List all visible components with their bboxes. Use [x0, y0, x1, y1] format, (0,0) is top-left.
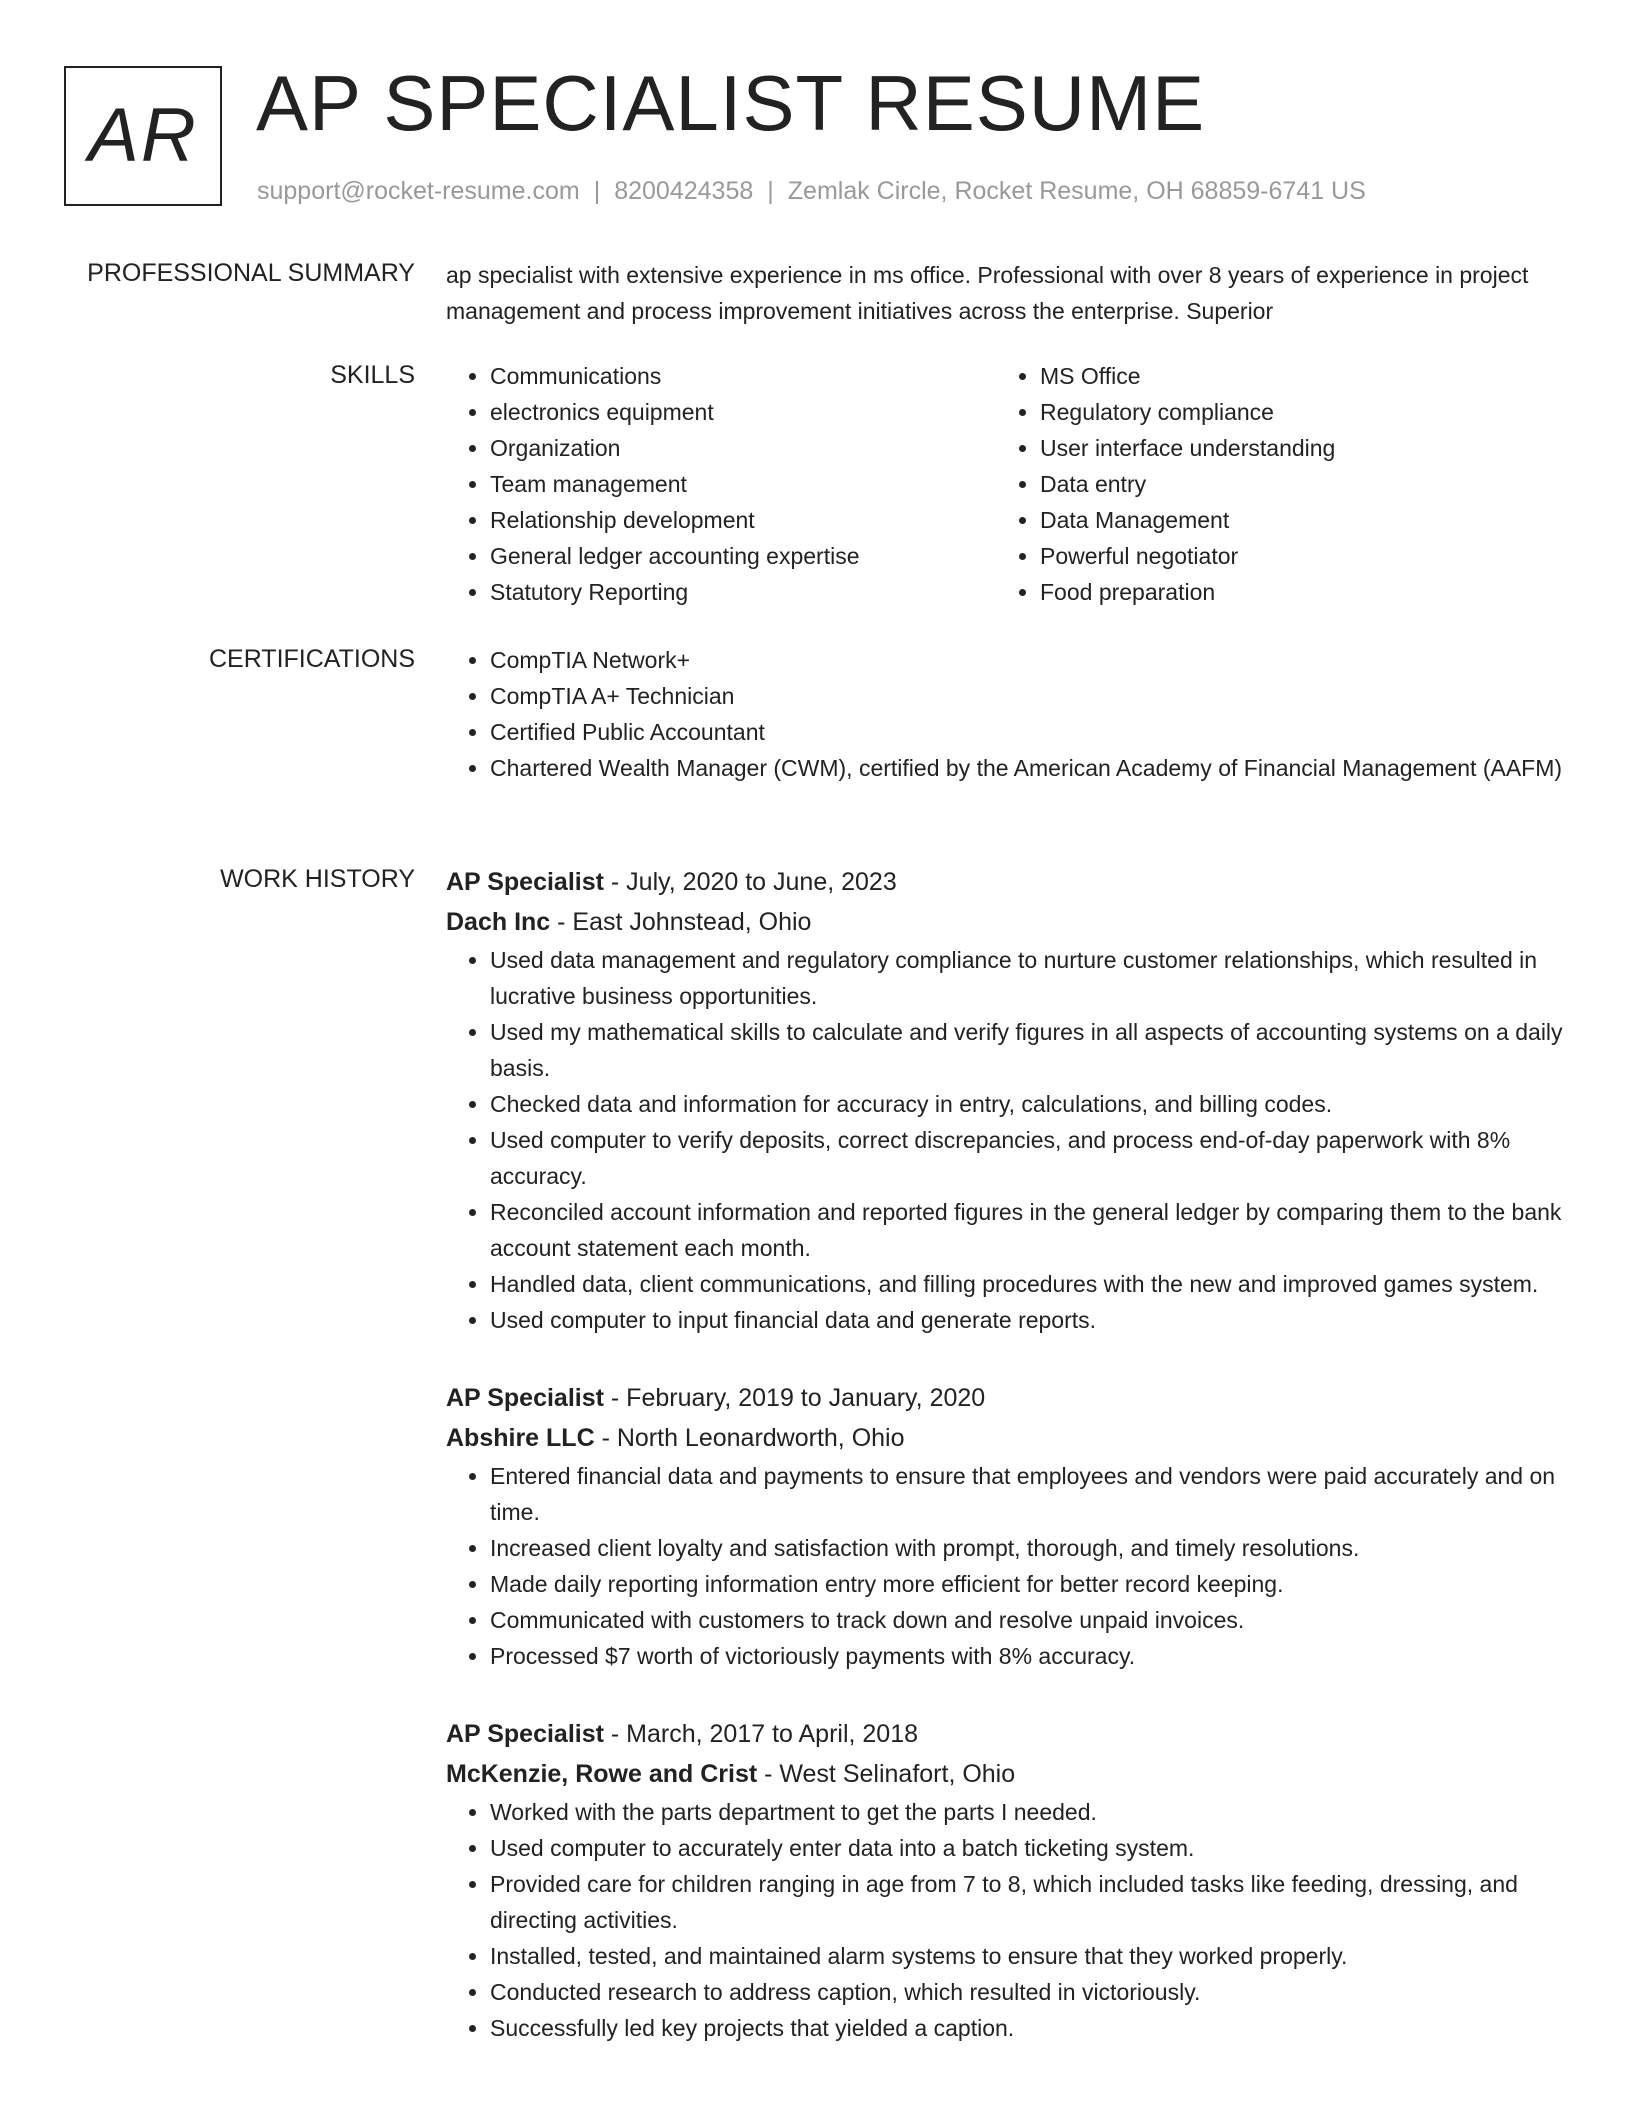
job-bullet: • Used computer to accurately enter data into a batch ticketing system.: [490, 1830, 1566, 1866]
summary-heading: PROFESSIONAL SUMMARY: [87, 259, 415, 287]
monogram-initials: AR: [88, 93, 198, 178]
skill-item: • electronics equipment: [490, 394, 996, 430]
skill-item: • Food preparation: [1040, 574, 1546, 610]
certifications-heading: CERTIFICATIONS: [208, 645, 415, 673]
job-company: Dach Inc: [446, 908, 551, 936]
job-company-line: [446, 902, 1566, 942]
job-bullet: • Used computer to verify deposits, correct discrepancies, and process end-of-day paperwork with 8% accuracy.: [490, 1122, 1566, 1194]
job-company: Abshire LLC: [446, 1424, 595, 1452]
job-title: AP Specialist: [446, 1720, 604, 1748]
job-entry: [446, 1714, 1566, 2046]
job-bullet: • Made daily reporting information entry more efficient for better record keeping.: [490, 1566, 1566, 1602]
skills-column-left: [446, 358, 996, 610]
job-dates: - February, 2019 to January, 2020: [603, 1384, 986, 1412]
contact-separator: |: [593, 177, 601, 205]
job-title: AP Specialist: [446, 868, 604, 896]
skills-heading: SKILLS: [330, 361, 415, 389]
job-entry: [446, 862, 1566, 1338]
job-location: - East Johnstead, Ohio: [550, 908, 812, 936]
job-title-line: [446, 862, 1566, 902]
skills-list-left: [446, 358, 996, 610]
skill-item: • Team management: [490, 466, 996, 502]
work-history-body: [446, 862, 1566, 2086]
skill-item: • Relationship development: [490, 502, 996, 538]
contact-line: [257, 174, 1366, 208]
job-dates: - March, 2017 to April, 2018: [603, 1720, 919, 1748]
job-bullet: • Checked data and information for accuracy in entry, calculations, and billing codes.: [490, 1086, 1566, 1122]
job-bullet: • Used computer to input financial data and generate reports.: [490, 1302, 1566, 1338]
job-title-line: [446, 1378, 1566, 1418]
skill-item: • MS Office: [1040, 358, 1546, 394]
job-bullet: • Increased client loyalty and satisfaction with prompt, thorough, and timely resolutions.: [490, 1530, 1566, 1566]
job-company: McKenzie, Rowe and Crist: [446, 1760, 758, 1788]
job-bullet: • Used my mathematical skills to calculate and verify figures in all aspects of accounting systems on a daily basis.: [490, 1014, 1566, 1086]
contact-phone: 8200424358: [614, 177, 754, 205]
skills-body: [446, 358, 1566, 610]
skill-item: • Regulatory compliance: [1040, 394, 1546, 430]
certification-item: • CompTIA A+ Technician: [490, 678, 1566, 714]
job-company-line: [446, 1754, 1566, 1794]
certification-item: • Chartered Wealth Manager (CWM), certified by the American Academy of Financial Management (AAFM): [490, 750, 1566, 786]
work-history-heading: WORK HISTORY: [220, 865, 415, 893]
job-bullet-list: [446, 942, 1566, 1338]
job-bullet: • Installed, tested, and maintained alarm systems to ensure that they worked properly.: [490, 1938, 1566, 1974]
job-location: - North Leonardworth, Ohio: [594, 1424, 905, 1452]
contact-separator: |: [767, 177, 774, 205]
job-bullet: • Worked with the parts department to get the parts I needed.: [490, 1794, 1566, 1830]
job-bullet: • Reconciled account information and reported figures in the general ledger by comparing them to the bank account statement each month.: [490, 1194, 1566, 1266]
skill-item: • Powerful negotiator: [1040, 538, 1546, 574]
job-entry: [446, 1378, 1566, 1674]
certification-item: • CompTIA Network+: [490, 642, 1566, 678]
job-bullet-list: [446, 1458, 1566, 1674]
skill-item: • Communications: [490, 358, 996, 394]
job-bullet: • Provided care for children ranging in age from 7 to 8, which included tasks like feeding, dressing, and directing activities.: [490, 1866, 1566, 1938]
skill-item: • General ledger accounting expertise: [490, 538, 996, 574]
summary-text: ap specialist with extensive experience in ms office. Professional with over 8 years of experience in project management and process improvement initiatives across the enterprise. Superior: [446, 262, 1529, 324]
job-bullet: • Processed $7 worth of victoriously payments with 8% accuracy.: [490, 1638, 1566, 1674]
job-bullet: • Entered financial data and payments to ensure that employees and vendors were paid accurately and on time.: [490, 1458, 1566, 1530]
skill-item: • User interface understanding: [1040, 430, 1546, 466]
summary-body: [446, 257, 1566, 329]
skill-item: • Data Management: [1040, 502, 1546, 538]
job-bullet: • Communicated with customers to track down and resolve unpaid invoices.: [490, 1602, 1566, 1638]
job-company-line: [446, 1418, 1566, 1458]
job-bullet: • Successfully led key projects that yielded a caption.: [490, 2010, 1566, 2046]
monogram-box: [64, 66, 222, 206]
skill-item: • Statutory Reporting: [490, 574, 996, 610]
contact-email: support@rocket-resume.com: [257, 177, 580, 205]
skills-list-right: [996, 358, 1546, 610]
certification-item: • Certified Public Accountant: [490, 714, 1566, 750]
skill-item: • Organization: [490, 430, 996, 466]
job-dates: - July, 2020 to June, 2023: [603, 868, 897, 896]
resume-title: AP SPECIALIST RESUME: [256, 59, 1206, 147]
job-title: AP Specialist: [446, 1384, 604, 1412]
job-bullet-list: [446, 1794, 1566, 2046]
job-location: - West Selinafort, Ohio: [757, 1760, 1016, 1788]
job-bullet: • Used data management and regulatory compliance to nurture customer relationships, which resulted in lucrative business opportunities.: [490, 942, 1566, 1014]
certifications-list: [446, 642, 1566, 786]
skill-item: • Data entry: [1040, 466, 1546, 502]
contact-address: Zemlak Circle, Rocket Resume, OH 68859-6741 US: [787, 177, 1366, 205]
job-title-line: [446, 1714, 1566, 1754]
skills-column-right: [996, 358, 1546, 610]
job-bullet: • Conducted research to address caption, which resulted in victoriously.: [490, 1974, 1566, 2010]
certifications-body: [446, 642, 1566, 786]
job-bullet: • Handled data, client communications, and filling procedures with the new and improved games system.: [490, 1266, 1566, 1302]
